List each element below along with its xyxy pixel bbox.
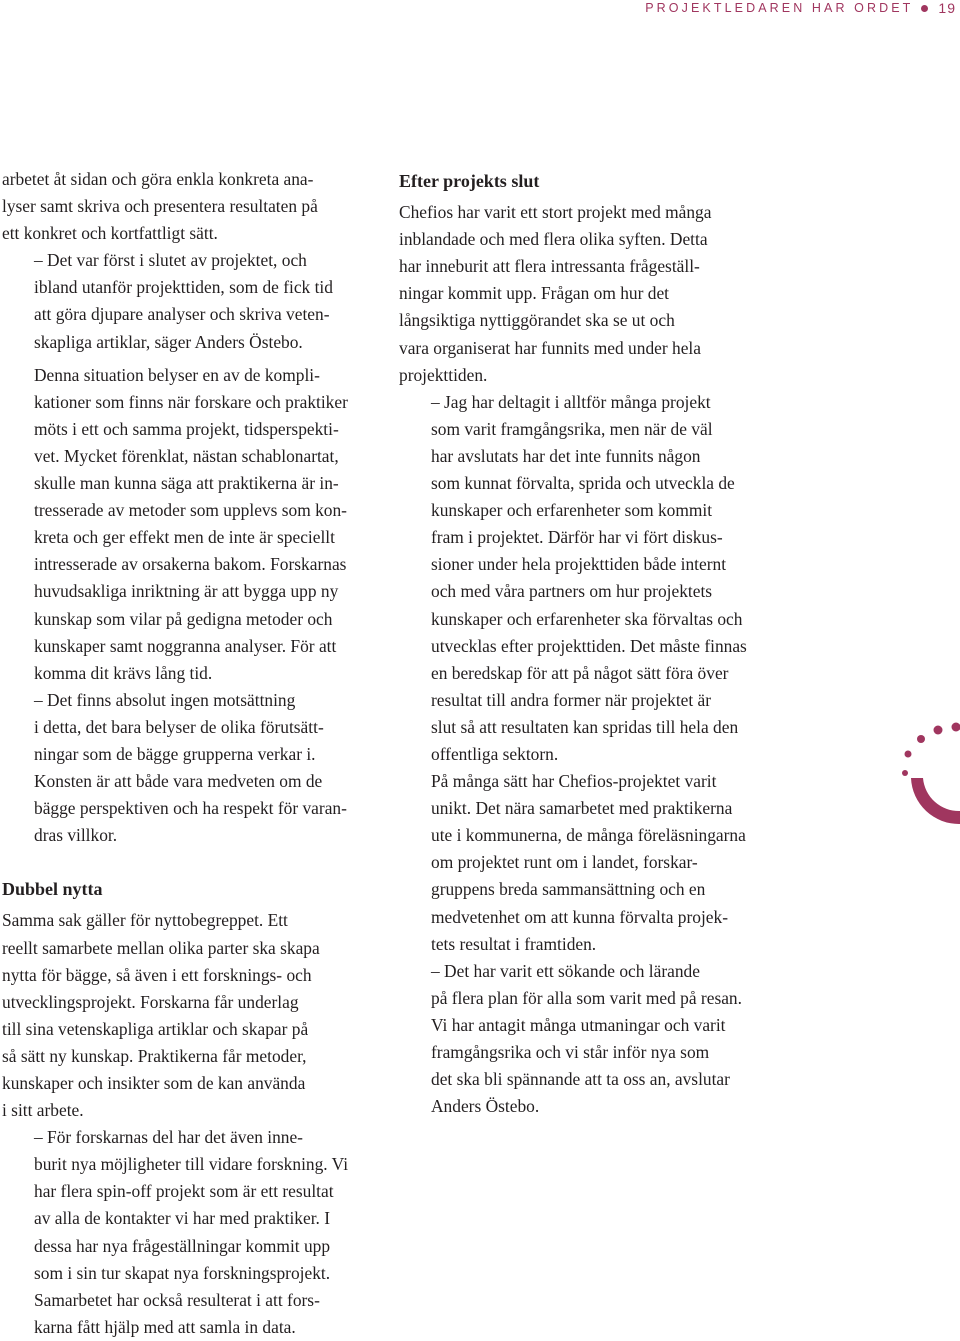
text-line: skapliga artiklar, säger Anders Östebo. — [34, 331, 303, 352]
text-line: möts i ett och samma projekt, tidsperspekti- — [34, 418, 339, 439]
text-line: projekttiden. — [399, 364, 488, 385]
paragraph — [399, 389, 779, 768]
paragraph — [399, 958, 779, 1121]
text-line: – Det var först i slutet av projektet, och — [34, 250, 307, 271]
text-line: så sätt ny kunskap. Praktikerna får metoder, — [2, 1045, 307, 1066]
text-line: arbetet åt sidan och göra enkla konkreta ana- — [2, 169, 314, 189]
text-line: vet. Mycket förenklat, nästan schablonartat, — [34, 445, 339, 466]
section-heading: Dubbel nytta — [2, 879, 103, 900]
text-line: tets resultat i framtiden. — [431, 933, 597, 954]
text-line: kreta och ger effekt men de inte är speciellt — [34, 527, 335, 548]
paragraph — [399, 768, 779, 958]
text-line: dras villkor. — [34, 825, 118, 846]
text-line: har flera spin-off projekt som är ett resultat — [34, 1181, 334, 1202]
text-line: i detta, det bara belyser de olika förutsätt- — [34, 716, 324, 737]
text-line: – Det finns absolut ingen motsättning — [34, 689, 296, 710]
text-line: som i sin tur skapat nya forskningsprojekt. — [34, 1262, 331, 1283]
text-line: framgångsrika och vi står inför nya som — [431, 1042, 710, 1062]
text-line: karna fått hjälp med att samla in data. — [34, 1316, 296, 1337]
text-line: och med våra partners om hur projektets — [431, 581, 713, 602]
page-number: 19 — [938, 0, 956, 16]
text-line: Chefios har varit ett stort projekt med många — [399, 202, 712, 223]
text-line: av alla de kontakter vi har med praktiker. I — [34, 1208, 331, 1229]
text-line: kunskap som vilar på gedigna metoder och — [34, 608, 333, 629]
paragraph — [2, 166, 382, 247]
text-line: utvecklingsprojekt. Forskarna får underlag — [2, 991, 299, 1012]
text-line: bägge perspektiven och ha respekt för varan- — [34, 798, 347, 819]
text-line: unikt. Det nära samarbetet med praktikerna — [431, 798, 733, 819]
text-line: fram i projektet. Därför har vi fört diskus- — [431, 527, 723, 548]
running-title: PROJEKTLEDAREN HAR ORDET — [645, 1, 914, 15]
text-line: kunskaper och erfarenheter ska förvaltas och — [431, 608, 743, 629]
text-line: om projektet runt om i landet, forskar- — [431, 852, 698, 873]
text-line: tresserade av metoder som upplevs som kon- — [34, 500, 347, 521]
text-line: På många sätt har Chefios-projektet varit — [431, 771, 717, 792]
text-line: offentliga sektorn. — [431, 743, 559, 764]
text-line: kunskaper och insikter som de kan använda — [2, 1073, 306, 1093]
text-line: kunskaper samt noggranna analyser. För att — [34, 635, 337, 656]
text-line: – För forskarnas del har det även inne- — [34, 1127, 303, 1148]
text-line: Denna situation belyser en av de kompli- — [34, 364, 320, 385]
text-line: som kunnat förvalta, sprida och utveckla de — [431, 473, 735, 494]
text-line: som varit framgångsrika, men när de väl — [431, 418, 713, 439]
text-line: har avslutats har det inte funnits någon — [431, 445, 701, 466]
text-line: lyser samt skriva och presentera resultaten på — [2, 196, 318, 217]
text-line: dessa har nya frågeställningar kommit upp — [34, 1235, 331, 1256]
text-line: Samarbetet har också resulterat i att fors- — [34, 1289, 320, 1310]
text-line: reellt samarbete mellan olika parter ska skapa — [2, 937, 320, 958]
text-line: ningar kommit upp. Frågan om hur det — [399, 283, 669, 304]
text-line: långsiktiga nyttiggörandet ska se ut och — [399, 310, 675, 331]
text-line: inblandade och med flera olika syften. Detta — [399, 229, 708, 250]
paragraph — [2, 1124, 382, 1341]
page-header — [645, 0, 960, 16]
paragraph — [2, 362, 382, 687]
text-line: medvetenhet om att kunna förvalta projek- — [431, 906, 728, 927]
text-line: sioner under hela projekttiden både internt — [431, 554, 727, 575]
text-line: på flera plan för alla som varit med på resan. — [431, 987, 742, 1008]
section-heading: Efter projekts slut — [399, 171, 540, 191]
text-line: – Jag har deltagit i alltför många projekt — [431, 391, 711, 412]
text-line: ningar som de bägge grupperna verkar i. — [34, 743, 316, 764]
text-line: – Det har varit ett sökande och lärande — [431, 960, 700, 981]
text-line: utvecklas efter projekttiden. Det måste finnas — [431, 635, 747, 656]
text-line: ute i kommunerna, de många föreläsningarna — [431, 825, 746, 846]
text-line: komma dit krävs lång tid. — [34, 662, 213, 683]
paragraph — [2, 247, 382, 355]
bullet-separator — [921, 5, 928, 12]
text-line: resultat till andra former när projektet är — [431, 689, 712, 710]
text-line: slut så att resultaten kan spridas till hela den — [431, 716, 739, 737]
text-line: burit nya möjligheter till vidare forskning. Vi — [34, 1154, 349, 1175]
text-line: Vi har antagit många utmaningar och varit — [431, 1014, 726, 1035]
text-line: till sina vetenskapliga artiklar och skapar på — [2, 1018, 309, 1039]
text-line: vara organiserat har funnits med under hela — [399, 337, 701, 358]
text-line: kunskaper och erfarenheter som kommit — [431, 500, 713, 521]
paragraph — [399, 199, 779, 389]
text-line: det ska bli spännande att ta oss an, avslutar — [431, 1069, 730, 1090]
text-line: skulle man kunna säga att praktikerna är in- — [34, 473, 339, 494]
text-line: ett konkret och kortfattligt sätt. — [2, 223, 218, 244]
text-line: gruppens breda sammansättning och en — [431, 879, 706, 900]
text-line: intresserade av orsakerna bakom. Forskarnas — [34, 554, 347, 575]
text-line: att göra djupare analyser och skriva veten- — [34, 304, 330, 325]
text-line: Konsten är att både vara medveten om de — [34, 771, 323, 792]
paragraph — [2, 907, 382, 1124]
text-line: Anders Östebo. — [431, 1096, 540, 1117]
paragraph — [2, 687, 382, 850]
text-line: Samma sak gäller för nyttobegreppet. Ett — [2, 910, 288, 931]
text-line: i sitt arbete. — [2, 1100, 84, 1121]
left-column — [2, 166, 382, 1341]
text-line: nytta för bägge, så även i ett forsknings- och — [2, 964, 312, 985]
right-column — [399, 168, 779, 1120]
text-line: huvudsakliga inriktning är att bygga upp ny — [34, 581, 339, 602]
text-line: kationer som finns när forskare och praktiker — [34, 391, 348, 412]
text-line: ibland utanför projekttiden, som de fick tid — [34, 277, 333, 298]
dotted-arc-logo-icon — [898, 720, 960, 830]
text-line: har inneburit att flera intressanta frågeställ- — [399, 256, 700, 277]
text-line: en beredskap för att på något sätt föra över — [431, 662, 729, 683]
